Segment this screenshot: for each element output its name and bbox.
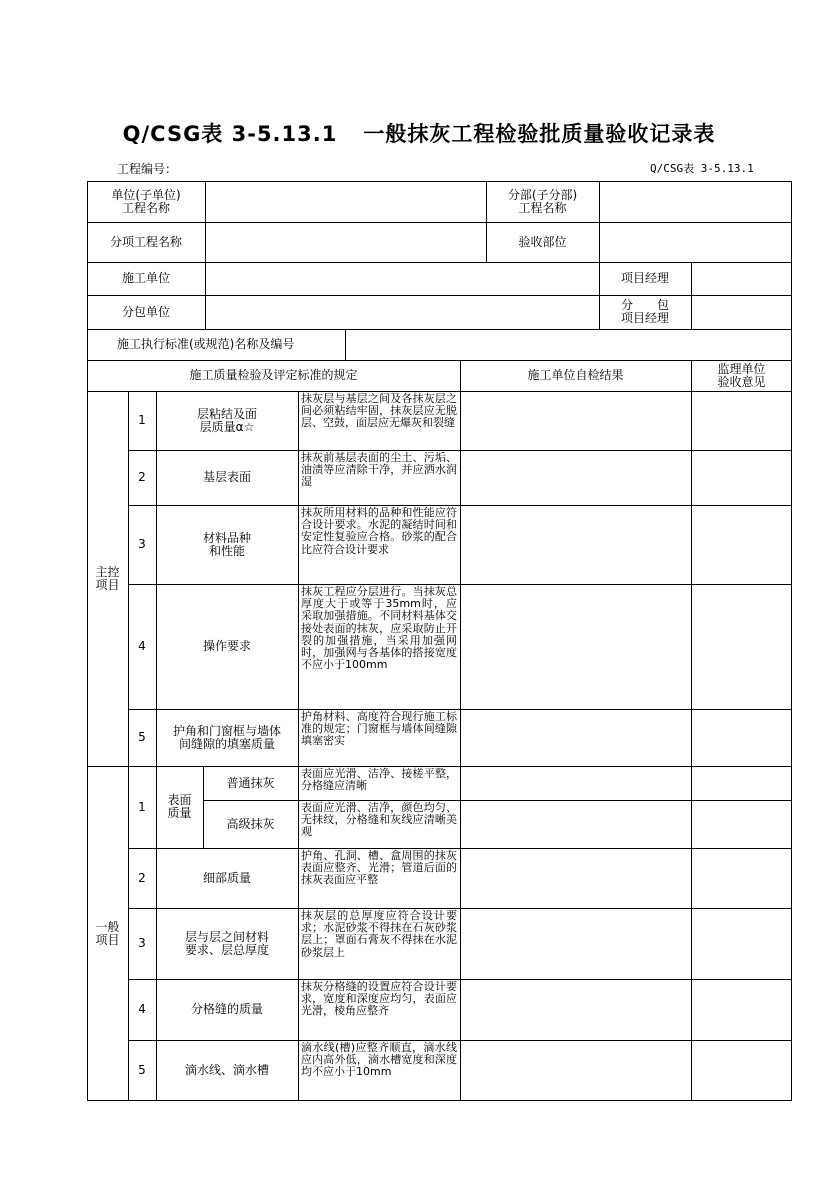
- cell-g-high-result[interactable]: [460, 800, 691, 848]
- g-text-4: 抹灰分格缝的设置应符合设计要求，宽度和深度应均匀，表面应光滑，棱角应整齐: [301, 980, 457, 1018]
- g-name-5: 滴水线、滴水槽: [184, 1063, 269, 1077]
- g-normal-label: 普通抹灰: [226, 775, 275, 790]
- g-name-2: 细部质量: [202, 870, 251, 885]
- cell-g-normal-result[interactable]: [460, 766, 691, 800]
- main-control-label-line2: 项目: [95, 577, 120, 592]
- g-normal-text: 表面应光滑、洁净、接槎平整，分格缝应清晰: [301, 767, 457, 793]
- mc-name-1-line1: 层粘结及面: [196, 406, 257, 421]
- mc-text-3: 抹灰所用材料的品种和性能应符合设计要求。水泥的凝结时间和安定性复验应合格。砂浆的配合比应符合设计要求: [301, 506, 457, 556]
- spec-header: 施工质量检验及评定标准的规定: [189, 368, 358, 382]
- self-check-header: 施工单位自检结果: [527, 368, 624, 382]
- mc-text-2: 抹灰前基层表面的尘土、污垢、油渍等应清除干净，并应洒水润湿: [301, 451, 457, 489]
- cell-g-opinion-3[interactable]: [691, 908, 792, 979]
- supervisor-header-line2: 验收意见: [717, 374, 766, 389]
- main-control-label-line1: 主控: [95, 564, 120, 579]
- mc-name-5-line1: 护角和门窗框与墙体: [172, 723, 281, 738]
- cell-sub-value[interactable]: [599, 181, 792, 222]
- cell-mc-opinion-1[interactable]: [691, 391, 792, 450]
- g-name-4: 分格缝的质量: [190, 1002, 263, 1016]
- cell-mc-opinion-3[interactable]: [691, 505, 792, 584]
- g-high-text: 表面应光滑、洁净，颜色均匀、无抹纹，分格缝和灰线应清晰美观: [301, 801, 457, 839]
- construct-unit-label: 施工单位: [121, 271, 170, 285]
- g-surface-label: [156, 766, 203, 848]
- cell-g-opinion-5[interactable]: [691, 1040, 792, 1101]
- mc-no-1: 1: [138, 413, 146, 427]
- cell-mc-result-2[interactable]: [460, 450, 691, 505]
- main-control-label: [87, 391, 128, 766]
- mc-no-5: 5: [138, 730, 146, 744]
- cell-mc-result-1[interactable]: [460, 391, 691, 450]
- cell-mc-opinion-2[interactable]: [691, 450, 792, 505]
- g-text-5: 滴水线(槽)应整齐顺直，滴水线应内高外低，滴水槽宽度和深度均不应小于10mm: [301, 1041, 457, 1079]
- cell-g-result-4[interactable]: [460, 979, 691, 1040]
- sub-pm-label: [599, 295, 691, 329]
- g-no-1: 1: [138, 799, 146, 814]
- mc-no-3: 3: [138, 537, 146, 551]
- cell-pm-value[interactable]: [691, 262, 792, 295]
- g-name-3: [156, 908, 298, 979]
- form-code: Q/CSG表 3-5.13.1: [122, 122, 338, 146]
- g-text-3: 抹灰层的总厚度应符合设计要求；水泥砂浆不得抹在石灰砂浆层上；罩面石膏灰不得抹在水泥砂浆层上: [301, 909, 457, 959]
- supervisor-header-line1: 监理单位: [717, 361, 766, 376]
- cell-g-result-3[interactable]: [460, 908, 691, 979]
- g-no-5: 5: [138, 1063, 146, 1077]
- cell-g-opinion-2[interactable]: [691, 848, 792, 908]
- sub-pm-label-line2: 项目经理: [620, 311, 669, 325]
- supervisor-header: [691, 360, 792, 391]
- cell-standard-value[interactable]: [345, 329, 792, 360]
- g-no-4: 4: [138, 1002, 146, 1016]
- project-number-label: 工程编号：: [117, 162, 178, 176]
- form-code-right: Q/CSG表 3-5.13.1: [650, 162, 754, 175]
- cell-mc-result-5[interactable]: [460, 709, 691, 766]
- sub-pm-label-line1: 分 包: [620, 298, 669, 312]
- mc-no-4: 4: [138, 639, 146, 653]
- cell-g-opinion-4[interactable]: [691, 979, 792, 1040]
- mc-name-5: [156, 709, 298, 766]
- mc-name-2: 基层表面: [202, 470, 251, 484]
- cell-g-result-2[interactable]: [460, 848, 691, 908]
- cell-construct-value[interactable]: [205, 262, 599, 295]
- cell-item-name-value[interactable]: [205, 222, 486, 262]
- sub-label-line2: 工程名称: [518, 200, 567, 215]
- subcontract-label: 分包单位: [121, 304, 170, 319]
- mc-text-5: 护角材料、高度符合现行施工标准的规定；门窗框与墙体间缝隙填塞密实: [301, 710, 457, 748]
- general-label: [87, 766, 128, 1101]
- general-label-line2: 项目: [95, 932, 120, 947]
- mc-name-3-line2: 和性能: [208, 543, 245, 558]
- g-surface-label-line2: 质量: [167, 806, 192, 820]
- cell-g-result-5[interactable]: [460, 1040, 691, 1101]
- inspection-table: [87, 181, 792, 1101]
- accept-part-label: 验收部位: [518, 234, 567, 249]
- cell-unit-value[interactable]: [205, 181, 486, 222]
- mc-text-4: 抹灰工程应分层进行。当抹灰总厚度大于或等于35mm时，应采取加强措施。不同材料基体交接处表面的抹灰，应采取防止开裂的加强措施，当采用加强网时，加强网与各基体的搭接宽度不应小于100mm: [301, 585, 457, 672]
- cell-sub-pm-value[interactable]: [691, 295, 792, 329]
- g-text-2: 护角、孔洞、槽、盒周围的抹灰表面应整齐、光滑；管道后面的抹灰表面应平整: [301, 849, 457, 887]
- mc-no-2: 2: [138, 470, 146, 484]
- cell-mc-result-4[interactable]: [460, 584, 691, 709]
- pm-label: 项目经理: [620, 271, 669, 285]
- g-surface-label-line1: 表面: [167, 793, 192, 807]
- cell-mc-result-3[interactable]: [460, 505, 691, 584]
- form-title-text: 一般抹灰工程检验批质量验收记录表: [363, 122, 716, 146]
- mc-name-3: [156, 505, 298, 584]
- general-label-line1: 一般: [95, 919, 120, 934]
- mc-name-3-line1: 材料品种: [202, 530, 251, 545]
- cell-accept-part-value[interactable]: [599, 222, 792, 262]
- unit-label-line2: 工程名称: [121, 200, 170, 215]
- cell-g-high-opinion[interactable]: [691, 800, 792, 848]
- cell-mc-opinion-4[interactable]: [691, 584, 792, 709]
- mc-name-1: [156, 391, 298, 450]
- item-name-label: 分项工程名称: [109, 234, 182, 249]
- g-no-3: 3: [138, 936, 146, 950]
- g-name-3-line2: 要求、层总厚度: [184, 942, 269, 957]
- cell-subcontract-value[interactable]: [205, 295, 599, 329]
- g-high-label: 高级抹灰: [226, 816, 275, 831]
- g-no-2: 2: [138, 870, 146, 885]
- standard-label: 施工执行标准(或规范)名称及编号: [117, 337, 295, 351]
- sub-label-line1: 分部(子分部): [507, 187, 578, 202]
- cell-g-normal-opinion[interactable]: [691, 766, 792, 800]
- cell-mc-opinion-5[interactable]: [691, 709, 792, 766]
- mc-name-5-line2: 间缝隙的填塞质量: [178, 736, 275, 751]
- form-title: [0, 118, 838, 148]
- sub-label: [486, 181, 599, 222]
- mc-name-4: 操作要求: [202, 639, 251, 653]
- g-name-3-line1: 层与层之间材料: [184, 929, 269, 944]
- mc-text-1: 抹灰层与基层之间及各抹灰层之间必须粘结牢固，抹灰层应无脱层、空鼓，面层应无爆灰和裂缝: [301, 392, 457, 430]
- unit-label: [87, 181, 205, 222]
- mc-name-1-line2: 层质量α☆: [199, 419, 255, 434]
- unit-label-line1: 单位(子单位): [111, 187, 181, 202]
